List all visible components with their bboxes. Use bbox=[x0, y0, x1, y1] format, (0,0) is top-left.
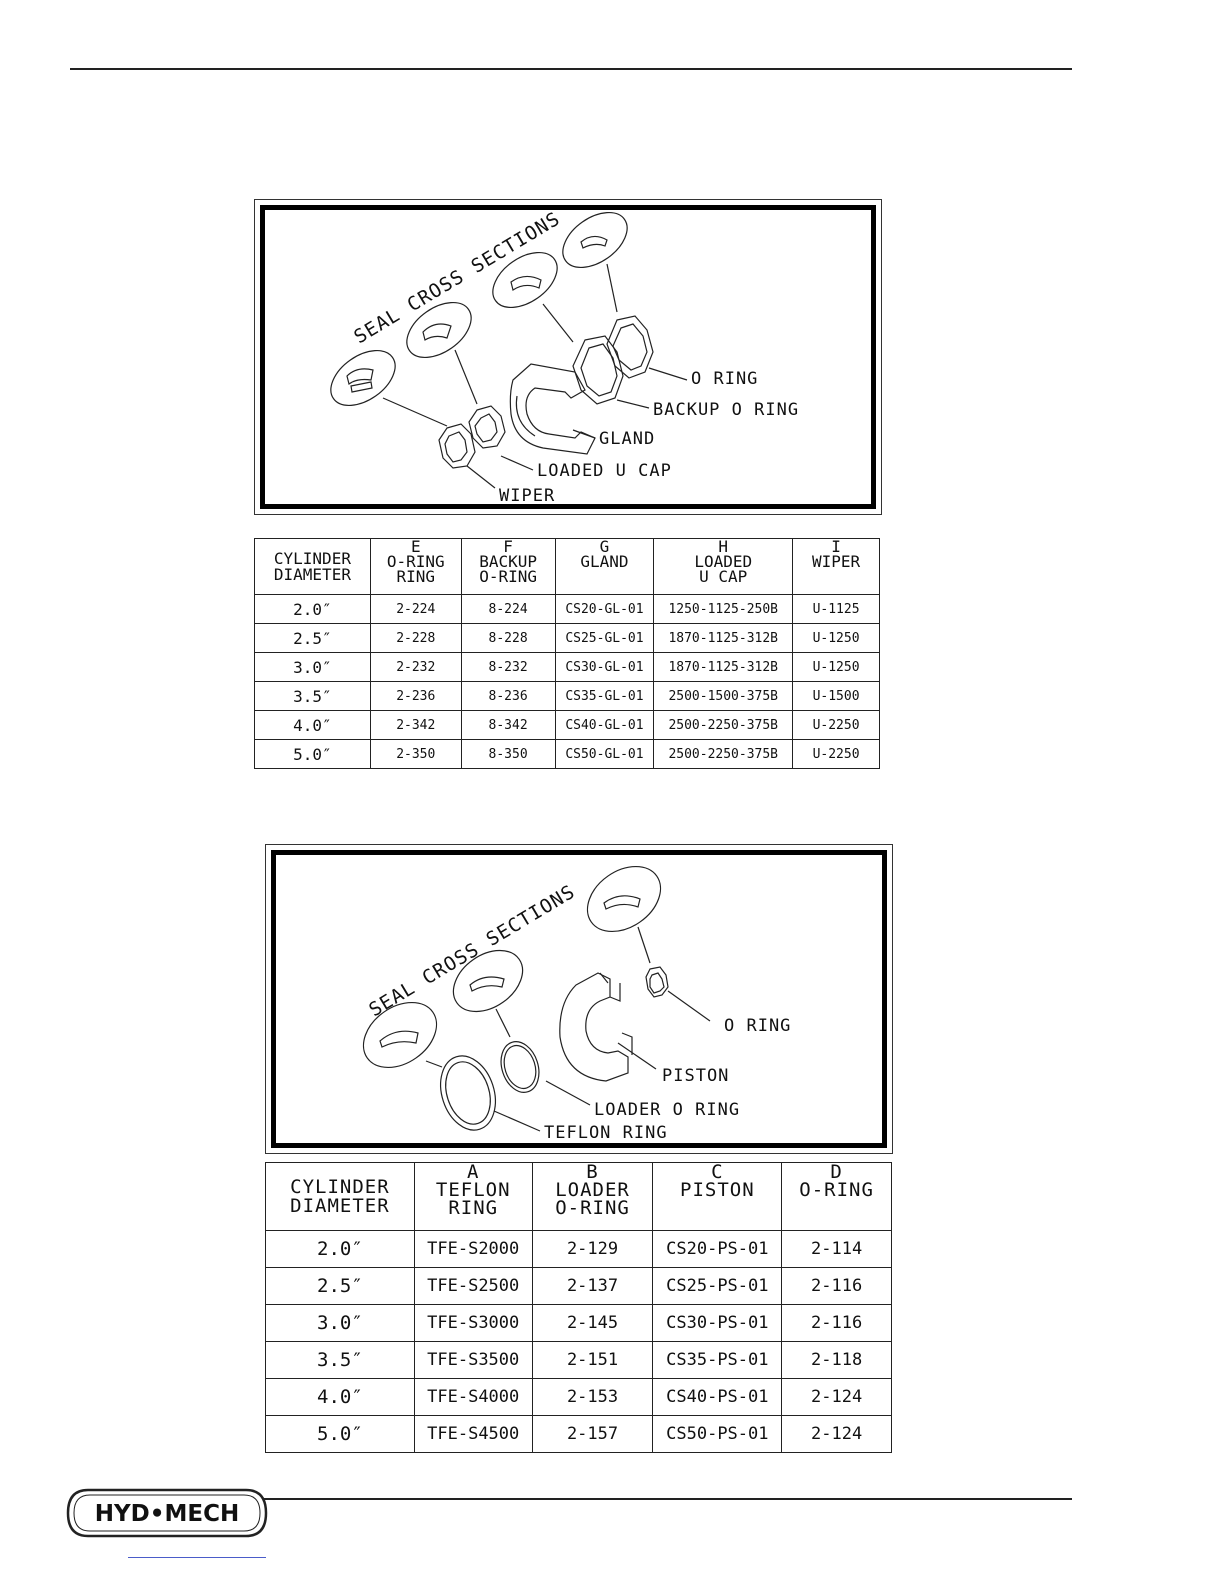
table-cell: 2.5″ bbox=[266, 1268, 415, 1305]
table-cell: 3.5″ bbox=[255, 682, 371, 711]
table-cell: CS40-GL-01 bbox=[555, 711, 654, 740]
table-cell: 1870-1125-312B bbox=[654, 624, 793, 653]
table-cell: 2-129 bbox=[532, 1231, 653, 1268]
table-row bbox=[266, 1342, 892, 1379]
table-cell: U-1250 bbox=[793, 624, 880, 653]
table-cell: 2-137 bbox=[532, 1268, 653, 1305]
table-cell: 8-232 bbox=[461, 653, 555, 682]
table-cell: 2-114 bbox=[782, 1231, 892, 1268]
table-row bbox=[266, 1305, 892, 1342]
table-cell: 2.5″ bbox=[255, 624, 371, 653]
table-cell: 2-124 bbox=[782, 1416, 892, 1453]
table-cell: 2-236 bbox=[370, 682, 461, 711]
gland-label: GLAND bbox=[599, 429, 656, 449]
table-cell: 3.0″ bbox=[255, 653, 371, 682]
table-cell: TFE-S2500 bbox=[414, 1268, 532, 1305]
table-cell: TFE-S3000 bbox=[414, 1305, 532, 1342]
table-cell: CS35-GL-01 bbox=[555, 682, 654, 711]
table-cell: 2-124 bbox=[782, 1379, 892, 1416]
table-cell: 5.0″ bbox=[255, 740, 371, 769]
table-cell: 2-157 bbox=[532, 1416, 653, 1453]
table-cell: 2-342 bbox=[370, 711, 461, 740]
table-cell: CS20-PS-01 bbox=[653, 1231, 782, 1268]
column-header: B LOADER O-RING bbox=[532, 1163, 653, 1231]
table-cell: 2-116 bbox=[782, 1268, 892, 1305]
column-header: G GLAND bbox=[555, 539, 654, 595]
wiper-label: WIPER bbox=[499, 486, 556, 506]
table-cell: CS40-PS-01 bbox=[653, 1379, 782, 1416]
table-cell: 2-224 bbox=[370, 595, 461, 624]
table-cell: 2-232 bbox=[370, 653, 461, 682]
table-row bbox=[255, 595, 880, 624]
column-header: H LOADED U CAP bbox=[654, 539, 793, 595]
gland-seal-table bbox=[254, 538, 880, 769]
table-row bbox=[266, 1231, 892, 1268]
table-cell: TFE-S2000 bbox=[414, 1231, 532, 1268]
table-cell: CS30-PS-01 bbox=[653, 1305, 782, 1342]
piston-seal-table bbox=[265, 1162, 892, 1453]
table-cell: 2500-2250-375B bbox=[654, 711, 793, 740]
table-cell: U-1250 bbox=[793, 653, 880, 682]
table-cell: 2-118 bbox=[782, 1342, 892, 1379]
table-cell: 8-228 bbox=[461, 624, 555, 653]
backup-o-ring-label: BACKUP O RING bbox=[653, 400, 800, 420]
table-cell: 1870-1125-312B bbox=[654, 653, 793, 682]
table-cell: 2-151 bbox=[532, 1342, 653, 1379]
table-cell: U-2250 bbox=[793, 740, 880, 769]
table-cell: U-1500 bbox=[793, 682, 880, 711]
column-header: F BACKUP O-RING bbox=[461, 539, 555, 595]
piston-seal-drawing bbox=[266, 845, 892, 1153]
table-cell: 3.5″ bbox=[266, 1342, 415, 1379]
teflon-ring-label: TEFLON RING bbox=[544, 1123, 668, 1143]
o-ring-label: O RING bbox=[691, 369, 759, 389]
logo-text: HYD•MECH bbox=[94, 1501, 240, 1527]
table-cell: 2-145 bbox=[532, 1305, 653, 1342]
table-cell: 8-342 bbox=[461, 711, 555, 740]
wiper-section-ellipse bbox=[321, 339, 405, 416]
table-cell: CS35-PS-01 bbox=[653, 1342, 782, 1379]
table-cell: TFE-S4500 bbox=[414, 1416, 532, 1453]
table-cell: 8-236 bbox=[461, 682, 555, 711]
table-cell: 8-224 bbox=[461, 595, 555, 624]
loaded-u-cap-label: LOADED U CAP bbox=[537, 461, 672, 481]
table-cell: 8-350 bbox=[461, 740, 555, 769]
gland-seal-diagram bbox=[254, 199, 882, 515]
column-header: I WIPER bbox=[793, 539, 880, 595]
column-header: C PISTON bbox=[653, 1163, 782, 1231]
table-cell: CS20-GL-01 bbox=[555, 595, 654, 624]
column-header: CYLINDER DIAMETER bbox=[266, 1163, 415, 1231]
table-cell: U-1125 bbox=[793, 595, 880, 624]
diagram-title: SEAL CROSS SECTIONS bbox=[350, 207, 565, 349]
table-cell: 4.0″ bbox=[266, 1379, 415, 1416]
column-header: D O-RING bbox=[782, 1163, 892, 1231]
o-ring-section-ellipse bbox=[553, 201, 637, 278]
header-rule bbox=[70, 68, 1072, 70]
column-header: CYLINDER DIAMETER bbox=[255, 539, 371, 595]
table-row bbox=[255, 740, 880, 769]
hyd-mech-logo bbox=[66, 1488, 268, 1538]
column-header: E O-RING RING bbox=[370, 539, 461, 595]
footer-underline bbox=[128, 1557, 266, 1558]
table-cell: 2-116 bbox=[782, 1305, 892, 1342]
table-cell: U-2250 bbox=[793, 711, 880, 740]
table-cell: 2-350 bbox=[370, 740, 461, 769]
o-ring-label: O RING bbox=[724, 1016, 792, 1036]
table-row bbox=[266, 1379, 892, 1416]
table-cell: 1250-1125-250B bbox=[654, 595, 793, 624]
table-cell: TFE-S3500 bbox=[414, 1342, 532, 1379]
table-cell: 4.0″ bbox=[255, 711, 371, 740]
table-header-row bbox=[255, 539, 880, 595]
table-row bbox=[255, 624, 880, 653]
table-cell: CS30-GL-01 bbox=[555, 653, 654, 682]
table-row bbox=[255, 682, 880, 711]
table-cell: 2500-2250-375B bbox=[654, 740, 793, 769]
table-cell: CS50-GL-01 bbox=[555, 740, 654, 769]
table-header-row bbox=[266, 1163, 892, 1231]
table-cell: CS25-PS-01 bbox=[653, 1268, 782, 1305]
table-cell: TFE-S4000 bbox=[414, 1379, 532, 1416]
loader-o-ring-label: LOADER O RING bbox=[594, 1100, 741, 1120]
table-cell: CS25-GL-01 bbox=[555, 624, 654, 653]
table-cell: 2-228 bbox=[370, 624, 461, 653]
piston-seal-diagram bbox=[265, 844, 893, 1154]
table-cell: 2.0″ bbox=[255, 595, 371, 624]
piston-label: PISTON bbox=[662, 1066, 730, 1086]
table-cell: CS50-PS-01 bbox=[653, 1416, 782, 1453]
table-row bbox=[255, 711, 880, 740]
table-row bbox=[255, 653, 880, 682]
table-cell: 2500-1500-375B bbox=[654, 682, 793, 711]
table-cell: 3.0″ bbox=[266, 1305, 415, 1342]
diagram-title: SEAL CROSS SECTIONS bbox=[365, 880, 580, 1022]
gland-seal-drawing bbox=[255, 200, 881, 514]
table-cell: 2-153 bbox=[532, 1379, 653, 1416]
table-row bbox=[266, 1416, 892, 1453]
o-ring-section-ellipse bbox=[575, 853, 673, 945]
table-cell: 2.0″ bbox=[266, 1231, 415, 1268]
table-cell: 5.0″ bbox=[266, 1416, 415, 1453]
table-row bbox=[266, 1268, 892, 1305]
column-header: A TEFLON RING bbox=[414, 1163, 532, 1231]
